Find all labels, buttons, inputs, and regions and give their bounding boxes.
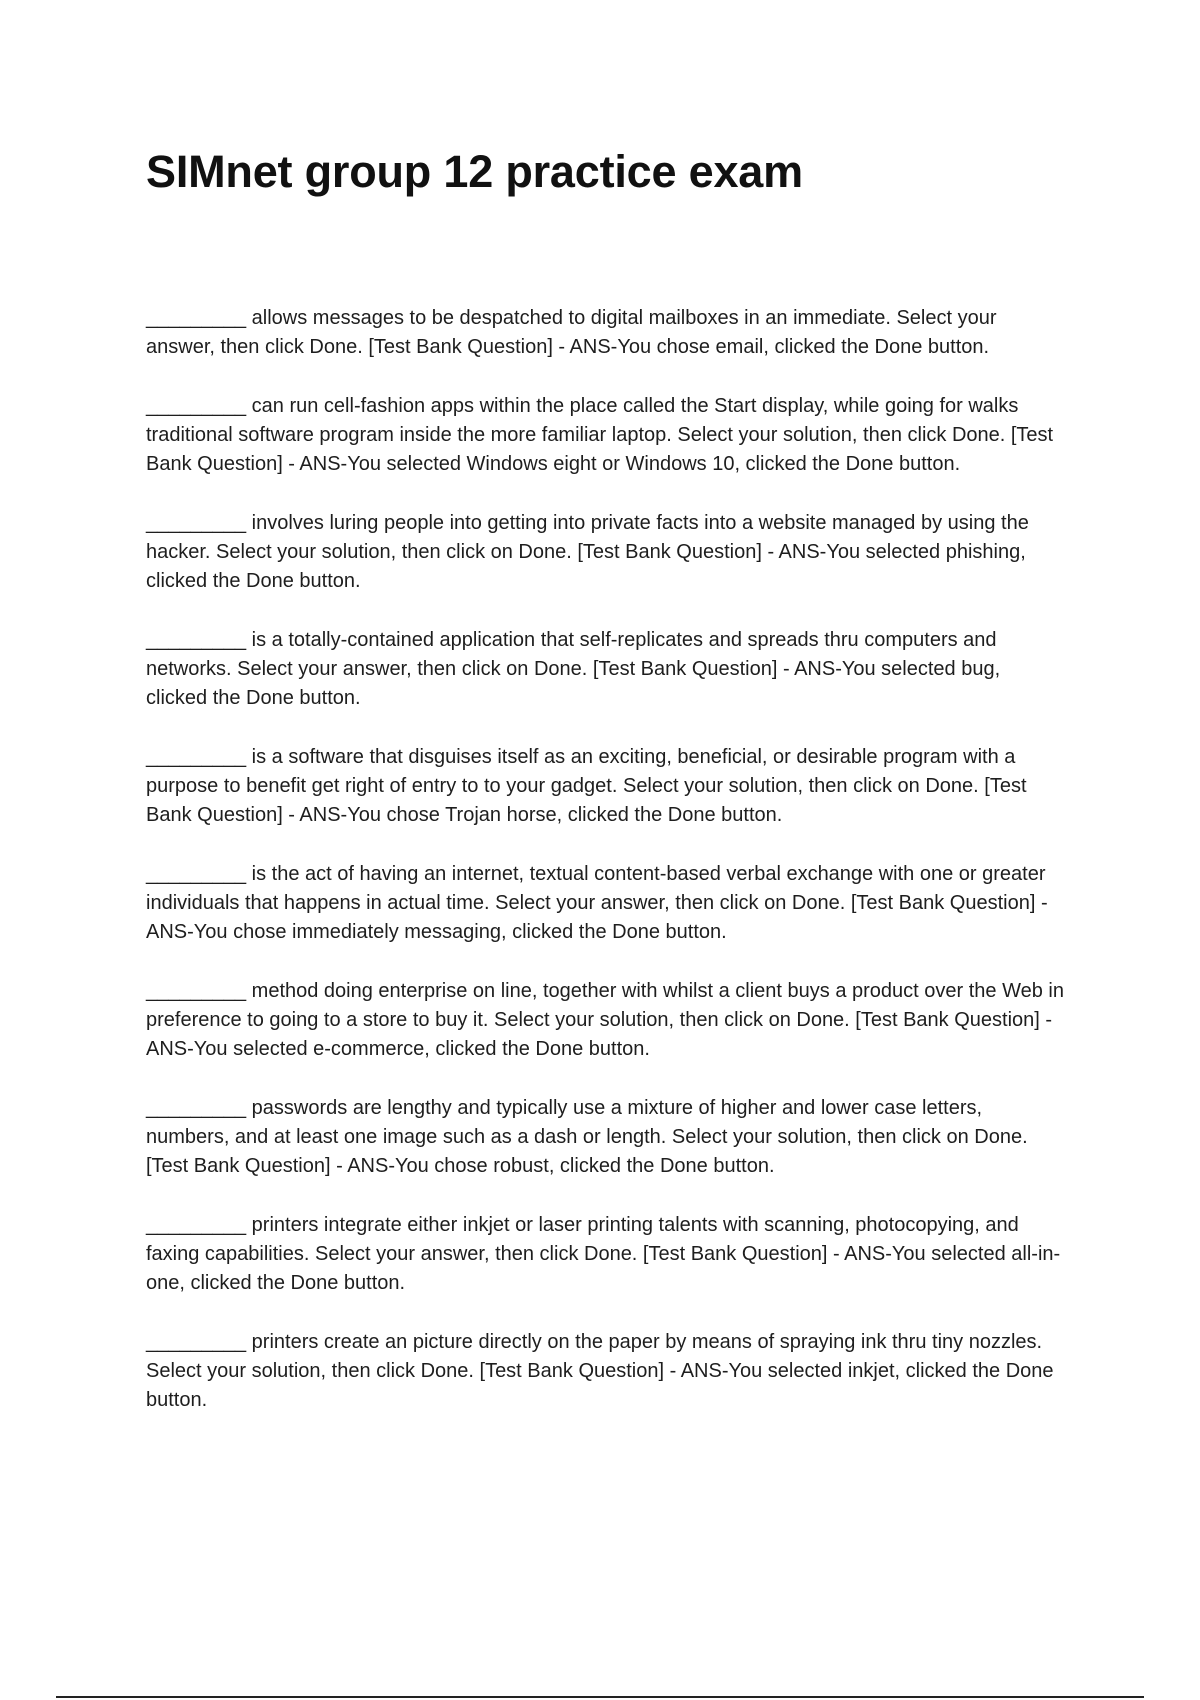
question-text: _________ method doing enterprise on line, together with whilst a client buys a product over the Web in preference to going to a store to buy it. Select your solution, then click on Done. [Test Bank Question] - ANS-You selected e-commerce, clicked the Done button. — [146, 980, 1064, 1060]
question-text: _________ can run cell-fashion apps within the place called the Start display, while going for walks traditional software program inside the more familiar laptop. Select your solution, then click Done. [Test Bank Question] - ANS-You selected Windows eight or Windows 10, clicked the Done button. — [146, 395, 1054, 475]
question-text: _________ printers integrate either inkjet or laser printing talents with scanning, photocopying, and faxing capabilities. Select your answer, then click Done. [Test Bank Question] - ANS-You selected all-in-one, clicked the Done button. — [146, 1214, 1061, 1294]
question-item — [146, 1211, 1066, 1298]
question-item — [146, 626, 1066, 713]
question-text: _________ passwords are lengthy and typically use a mixture of higher and lower case letters, numbers, and at least one image such as a dash or length. Select your solution, then click on Done. [Test Bank Question] - ANS-You chose robust, clicked the Done button. — [146, 1097, 1028, 1177]
question-text: _________ involves luring people into getting into private facts into a website managed by using the hacker. Select your solution, then click on Done. [Test Bank Question] - ANS-You selected phishing, clicked the Done button. — [146, 512, 1029, 592]
question-text: _________ printers create an picture directly on the paper by means of spraying ink thru tiny nozzles. Select your solution, then click Done. [Test Bank Question] - ANS-You selected inkjet, clicked the Done button. — [146, 1331, 1054, 1411]
question-item — [146, 1094, 1066, 1181]
question-item — [146, 392, 1066, 479]
question-list — [146, 304, 1066, 1445]
footer-divider — [56, 1696, 1144, 1698]
question-text: _________ is the act of having an internet, textual content-based verbal exchange with one or greater individuals that happens in actual time. Select your answer, then click on Done. [Test Bank Question] - ANS-You chose immediately messaging, clicked the Done button. — [146, 863, 1048, 943]
question-item — [146, 304, 1066, 362]
question-text: _________ is a totally-contained application that self-replicates and spreads thru computers and networks. Select your answer, then click on Done. [Test Bank Question] - ANS-You selected bug, clicked the Done button. — [146, 629, 1001, 709]
question-text: _________ allows messages to be despatched to digital mailboxes in an immediate. Select your answer, then click Done. [Test Bank Question] - ANS-You chose email, clicked the Done button. — [146, 307, 997, 358]
question-text: _________ is a software that disguises itself as an exciting, beneficial, or desirable program with a purpose to benefit get right of entry to to your gadget. Select your solution, then click on Done. [Test Bank Question] - ANS-You chose Trojan horse, clicked the Done button. — [146, 746, 1027, 826]
question-item — [146, 743, 1066, 830]
question-item — [146, 977, 1066, 1064]
question-item — [146, 509, 1066, 596]
question-item — [146, 860, 1066, 947]
question-item — [146, 1328, 1066, 1415]
page-title: SIMnet group 12 practice exam — [146, 146, 803, 197]
